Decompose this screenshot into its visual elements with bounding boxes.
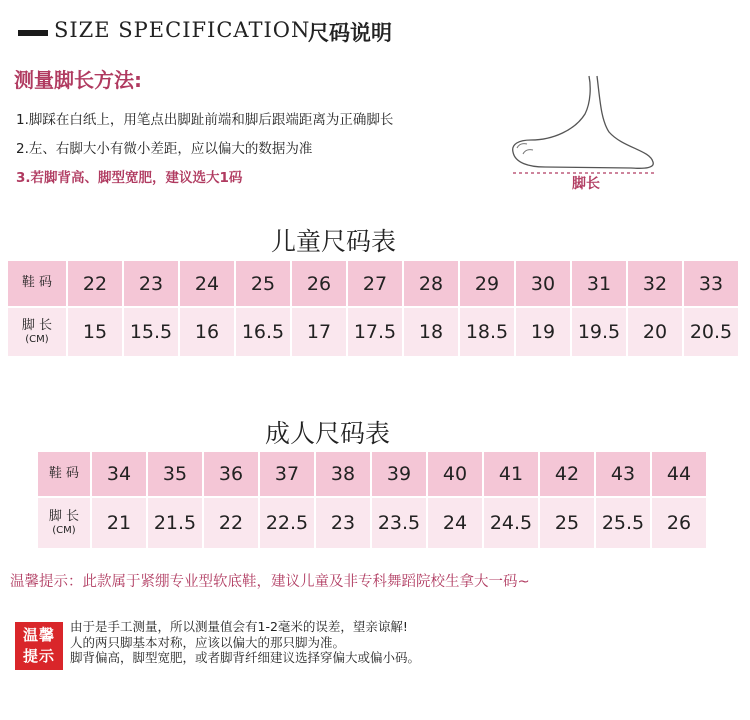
adult-length-cell: 23.5 bbox=[372, 498, 426, 548]
notice-line-1: 由于是手工测量，所以测量值会有1-2毫米的误差，望亲谅解! bbox=[70, 619, 408, 634]
kids-length-cell: 18.5 bbox=[460, 308, 514, 356]
kids-size-header: 鞋 码 bbox=[8, 261, 66, 306]
adult-unit-label: (CM) bbox=[52, 524, 76, 536]
kids-length-cell: 19 bbox=[516, 308, 570, 356]
kids-length-cell: 17 bbox=[292, 308, 346, 356]
adult-length-cell: 21 bbox=[92, 498, 146, 548]
adult-length-cell: 21.5 bbox=[148, 498, 202, 548]
method-step-1: 1.脚踩在白纸上，用笔点出脚趾前端和脚后跟端距离为正确脚长 bbox=[16, 112, 394, 128]
adult-table-title: 成人尺码表 bbox=[265, 419, 391, 448]
kids-size-cell: 32 bbox=[628, 261, 682, 306]
foot-outline-icon bbox=[505, 70, 665, 175]
adult-size-cell: 43 bbox=[596, 452, 650, 496]
notice-line-2: 人的两只脚基本对称，应该以偏大的那只脚为准。 bbox=[70, 634, 346, 650]
kids-length-cell: 15.5 bbox=[124, 308, 178, 356]
kids-length-cell: 16.5 bbox=[236, 308, 290, 356]
adult-size-table bbox=[38, 452, 706, 548]
kids-length-cell: 20.5 bbox=[684, 308, 738, 356]
kids-length-cell: 16 bbox=[180, 308, 234, 356]
badge-line-2: 提示 bbox=[22, 647, 55, 665]
method-step-3: 3.若脚背高、脚型宽肥，建议选大1码 bbox=[16, 170, 243, 186]
adult-size-cell: 41 bbox=[484, 452, 538, 496]
adult-length-cell: 22 bbox=[204, 498, 258, 548]
foot-length-label: 脚长 bbox=[572, 176, 600, 192]
adult-length-cell: 26 bbox=[652, 498, 706, 548]
adult-size-cell: 38 bbox=[316, 452, 370, 496]
kids-size-cell: 25 bbox=[236, 261, 290, 306]
kids-size-cell: 22 bbox=[68, 261, 122, 306]
kids-unit-label: (CM) bbox=[25, 333, 49, 345]
kids-size-cell: 26 bbox=[292, 261, 346, 306]
kids-length-cell: 18 bbox=[404, 308, 458, 356]
kids-length-cell: 17.5 bbox=[348, 308, 402, 356]
adult-length-cell: 22.5 bbox=[260, 498, 314, 548]
adult-length-cell: 25.5 bbox=[596, 498, 650, 548]
adult-size-cell: 36 bbox=[204, 452, 258, 496]
adult-size-cell: 44 bbox=[652, 452, 706, 496]
kids-size-cell: 24 bbox=[180, 261, 234, 306]
kids-length-cell: 15 bbox=[68, 308, 122, 356]
header-title-en: SIZE SPECIFICATION bbox=[54, 18, 311, 42]
notice-line-3: 脚背偏高，脚型宽肥，或者脚背纤细建议选择穿偏大或偏小码。 bbox=[70, 650, 421, 665]
adult-length-cell: 24 bbox=[428, 498, 482, 548]
kids-size-table bbox=[8, 261, 738, 356]
kids-size-cell: 29 bbox=[460, 261, 514, 306]
badge-line-1: 温馨 bbox=[22, 626, 55, 644]
kids-size-cell: 31 bbox=[572, 261, 626, 306]
method-step-2: 2.左、右脚大小有微小差距，应以偏大的数据为准 bbox=[16, 141, 313, 157]
adult-length-cell: 25 bbox=[540, 498, 594, 548]
kids-size-cell: 30 bbox=[516, 261, 570, 306]
adult-length-header: 脚 长 (CM) bbox=[38, 498, 90, 548]
header-title-zh: 尺码说明 bbox=[308, 21, 392, 45]
notice-notes bbox=[70, 619, 420, 666]
kids-size-cell: 27 bbox=[348, 261, 402, 306]
kids-size-cell: 33 bbox=[684, 261, 738, 306]
kids-length-header: 脚 长 (CM) bbox=[8, 308, 66, 356]
method-title: 测量脚长方法: bbox=[14, 68, 142, 92]
warm-tip-badge bbox=[15, 622, 63, 670]
adult-size-header: 鞋 码 bbox=[38, 452, 90, 496]
adult-length-cell: 24.5 bbox=[484, 498, 538, 548]
adult-size-cell: 37 bbox=[260, 452, 314, 496]
adult-length-cell: 23 bbox=[316, 498, 370, 548]
kids-length-cell: 19.5 bbox=[572, 308, 626, 356]
header-bar-decoration bbox=[18, 30, 48, 36]
adult-size-cell: 39 bbox=[372, 452, 426, 496]
adult-size-cell: 34 bbox=[92, 452, 146, 496]
kids-size-cell: 23 bbox=[124, 261, 178, 306]
kids-table-title: 儿童尺码表 bbox=[271, 227, 397, 256]
warm-tip-text: 温馨提示：此款属于紧绷专业型软底鞋，建议儿童及非专科舞蹈院校生拿大一码~ bbox=[10, 574, 530, 590]
adult-size-cell: 40 bbox=[428, 452, 482, 496]
adult-size-cell: 35 bbox=[148, 452, 202, 496]
kids-length-cell: 20 bbox=[628, 308, 682, 356]
kids-size-cell: 28 bbox=[404, 261, 458, 306]
adult-size-cell: 42 bbox=[540, 452, 594, 496]
